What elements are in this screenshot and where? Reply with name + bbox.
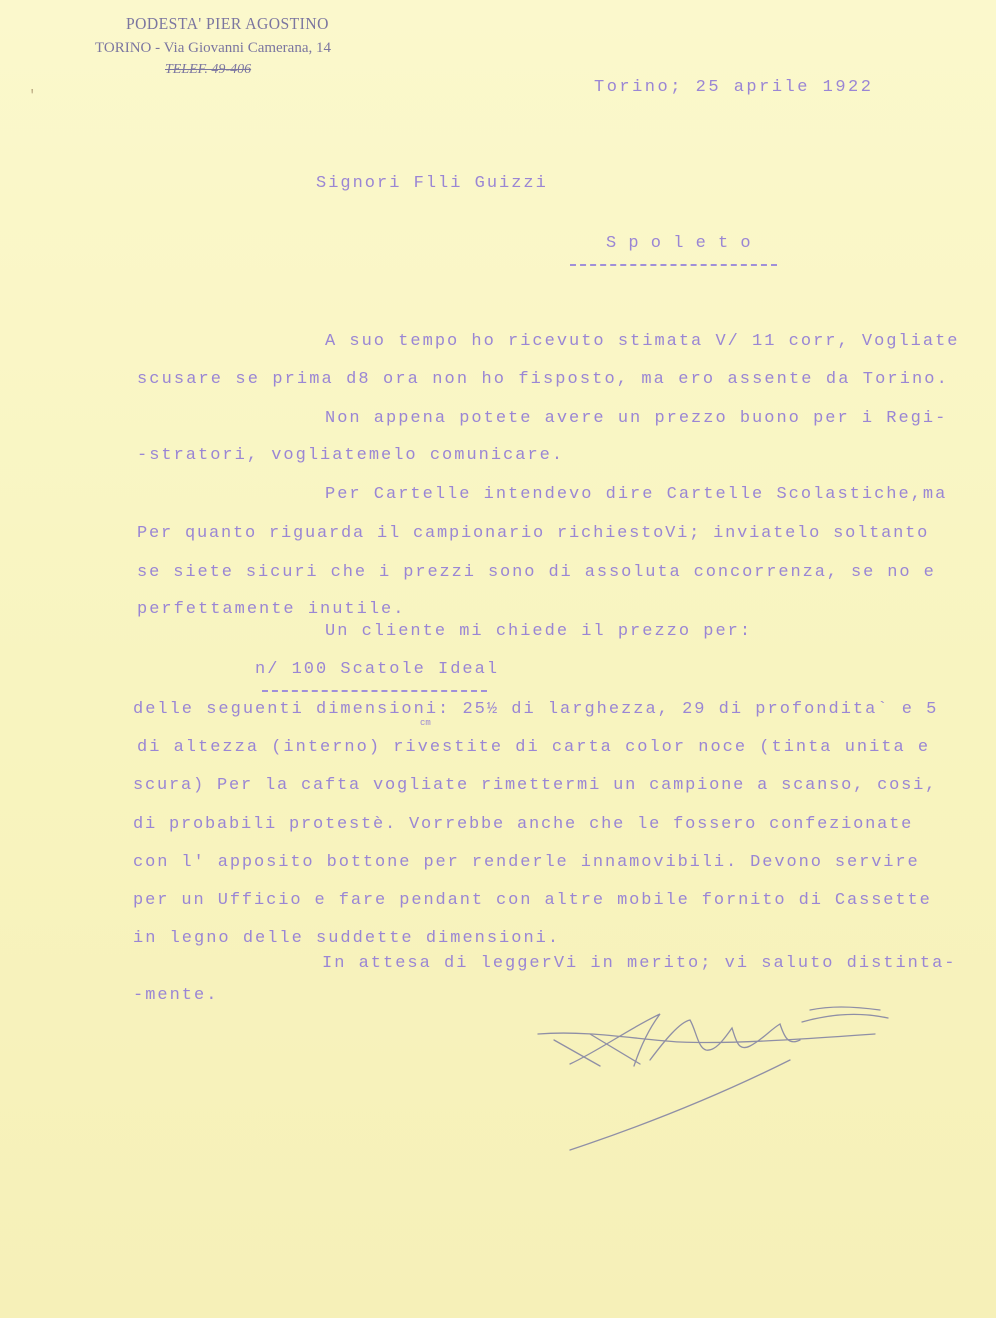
body-line: per un Ufficio e fare pendant con altre mobile fornito di Cassette: [133, 891, 932, 910]
body-line: Un cliente mi chiede il prezzo per:: [325, 622, 753, 641]
body-line: di probabili protestè. Vorrebbe anche che le fossero confezionate: [133, 815, 914, 834]
body-line: Per quanto riguarda il campionario richiestoVi; inviatelo soltanto: [137, 524, 930, 543]
body-line: -mente.: [133, 986, 219, 1005]
body-line: se siete sicuri che i prezzi sono di assoluta concorrenza, se no e: [137, 563, 936, 582]
annotation-cm: cm: [420, 718, 431, 728]
letterhead-name: PODESTA' PIER AGOSTINO: [126, 14, 329, 33]
item-underline: [262, 690, 487, 692]
page-edge-right: [996, 0, 1000, 1333]
body-line: A suo tempo ho ricevuto stimata V/ 11 corr, Vogliate: [325, 332, 960, 351]
body-line: scusare se prima d8 ora non ho fisposto, ma ero assente da Torino.: [137, 370, 949, 389]
letter-date: Torino; 25 aprile 1922: [594, 78, 874, 97]
recipient-city: S p o l e t o: [606, 234, 752, 253]
body-line: in legno delle suddette dimensioni.: [133, 929, 561, 948]
handwritten-signature: [530, 1000, 890, 1200]
paper-mark: ': [28, 88, 37, 104]
city-underline: [570, 264, 777, 266]
page-edge-bottom: [0, 1318, 1000, 1333]
item-line: n/ 100 Scatole Ideal: [255, 660, 500, 679]
body-line: perfettamente inutile.: [137, 600, 406, 619]
body-line: con l' apposito bottone per renderle innamovibili. Devono servire: [133, 853, 920, 872]
body-line: scura) Per la cafta vogliate rimettermi un campione a scanso, cosi,: [133, 776, 938, 795]
body-line: -stratori, vogliatemelo comunicare.: [137, 446, 565, 465]
body-line: di altezza (interno) rivestite di carta color noce (tinta unita e: [137, 738, 931, 757]
body-line: In attesa di leggerVi in merito; vi saluto distinta-: [322, 954, 957, 973]
body-line: delle seguenti dimensioni: 25½ di larghezza, 29 di profondita` e 5: [133, 700, 939, 719]
body-line: Per Cartelle intendevo dire Cartelle Scolastiche,ma: [325, 485, 948, 504]
recipient-name: Signori Flli Guizzi: [316, 174, 548, 193]
letterhead-telephone: TELEF. 49-406: [165, 62, 252, 77]
letterhead-address: TORINO - Via Giovanni Camerana, 14: [95, 40, 331, 56]
body-line: Non appena potete avere un prezzo buono per i Regi-: [325, 409, 948, 428]
